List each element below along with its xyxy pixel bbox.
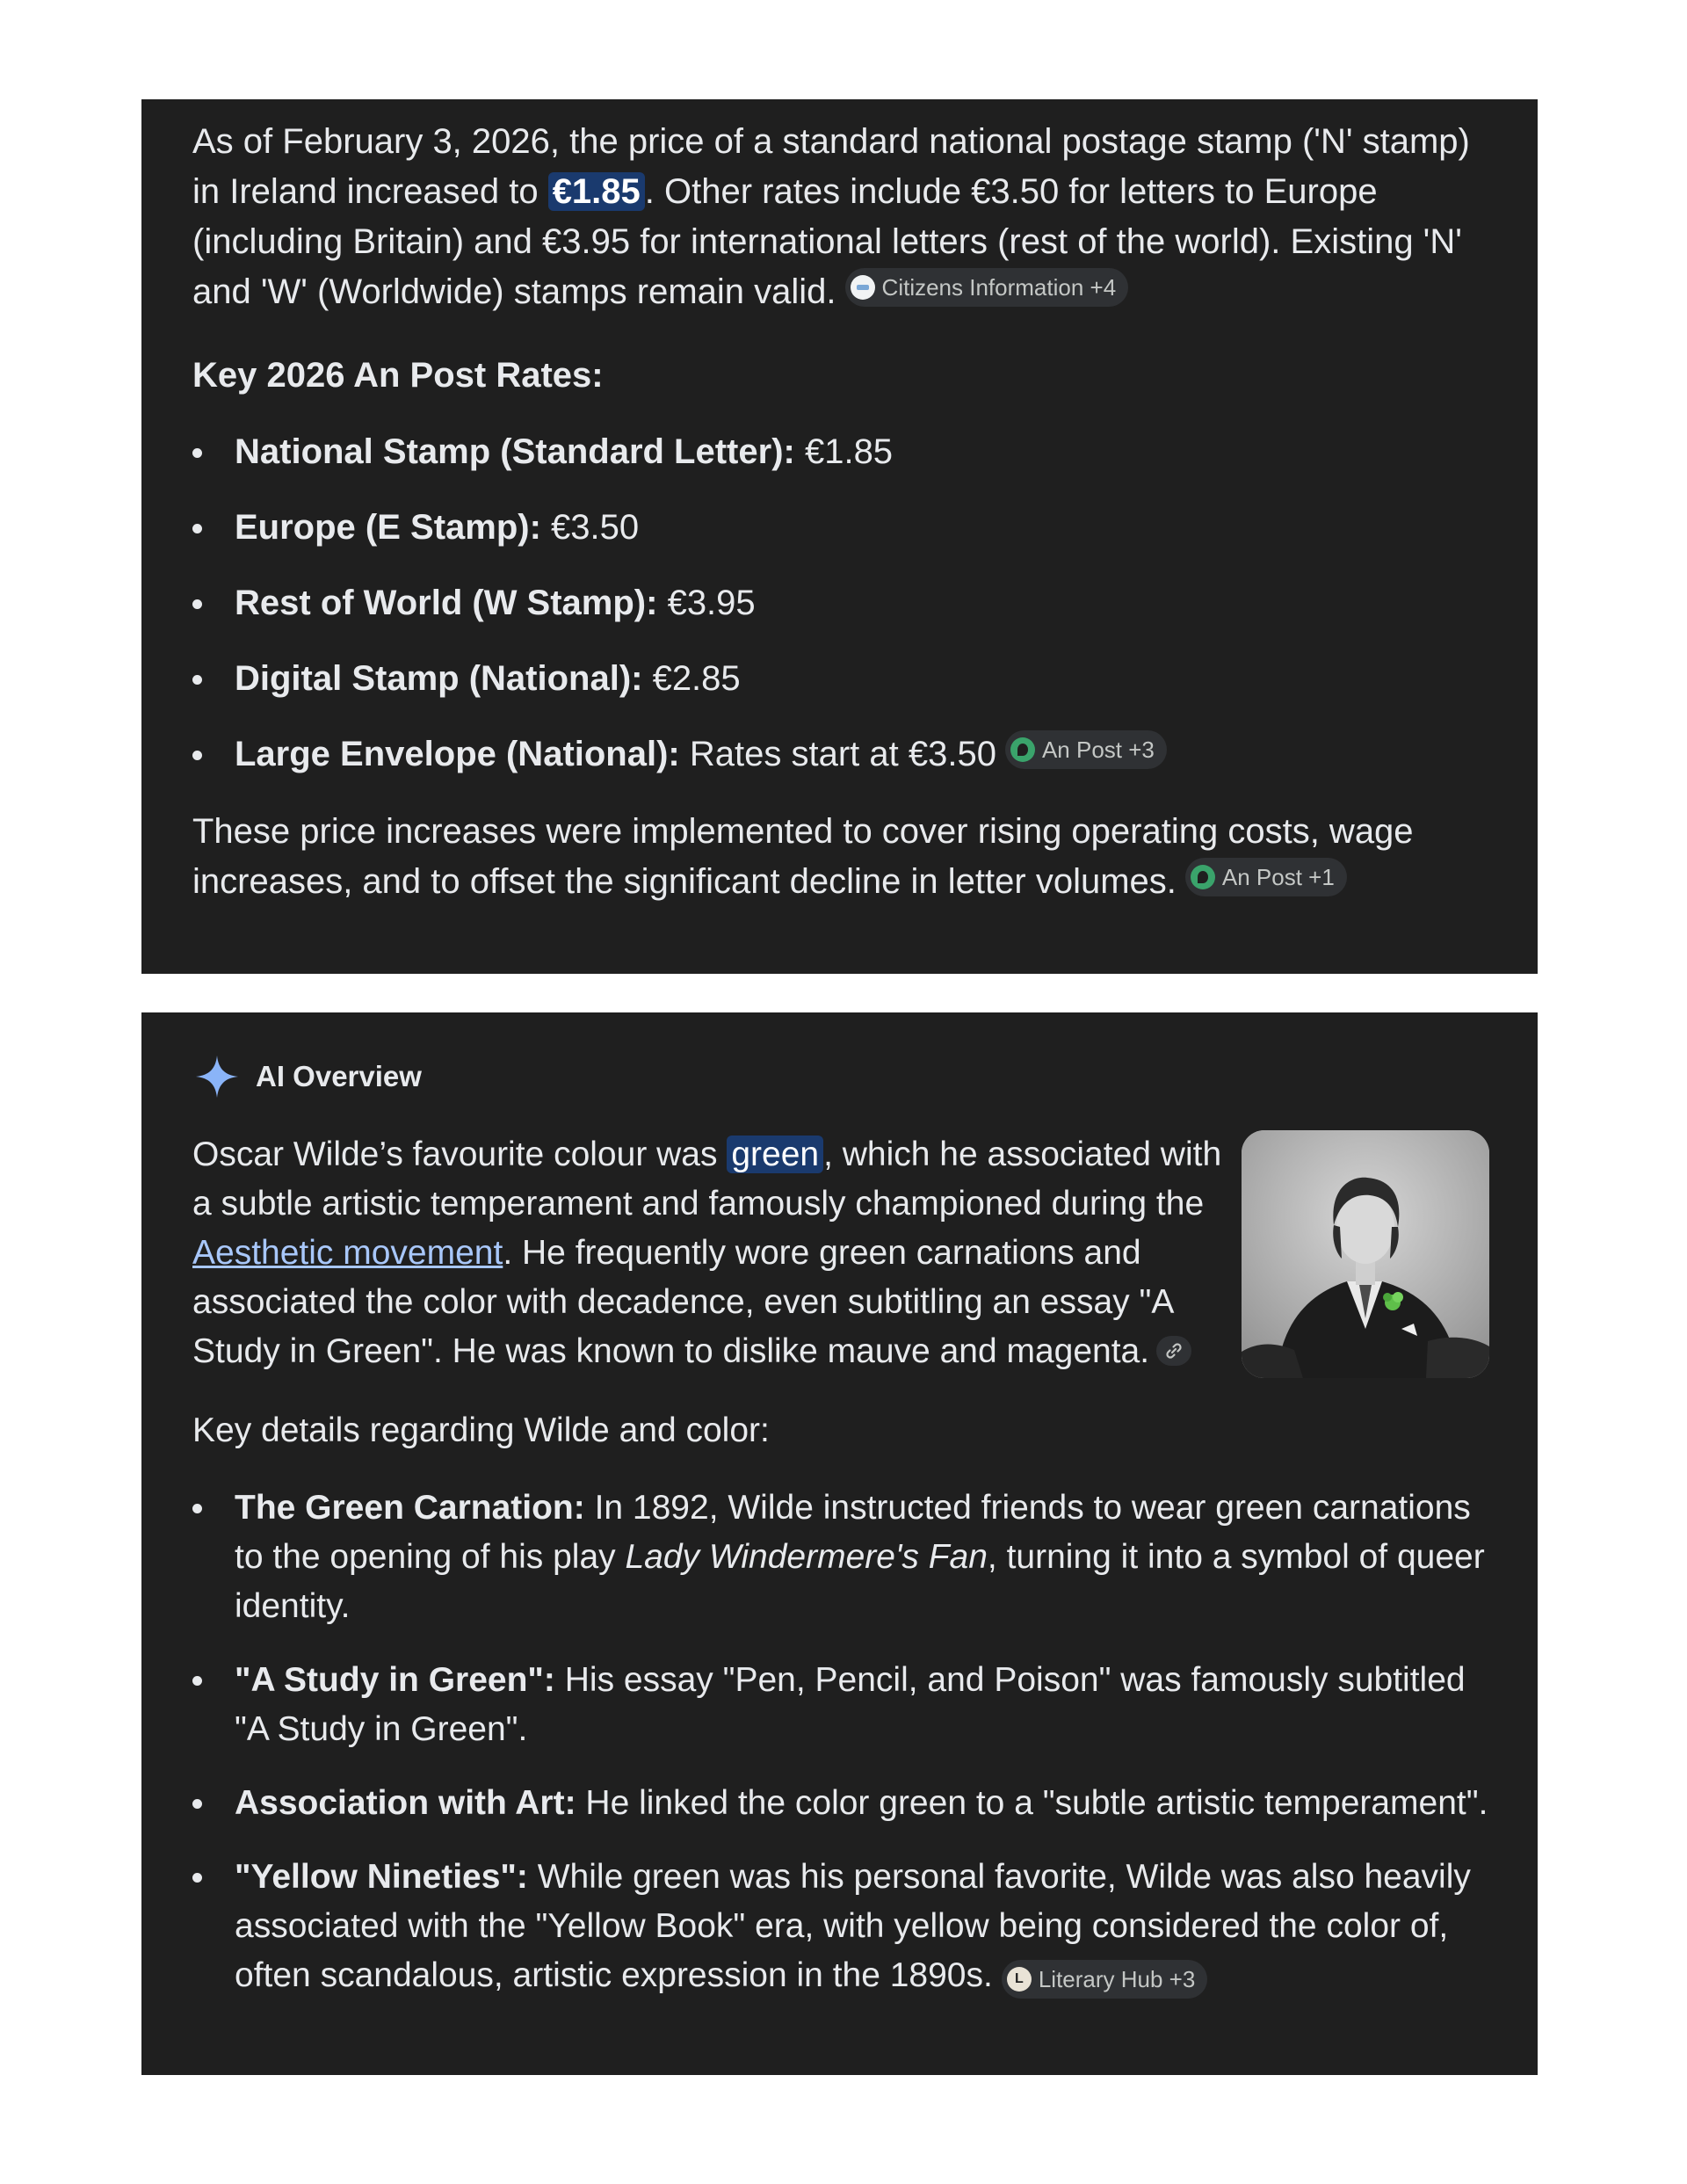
postage-answer-panel xyxy=(141,99,1538,974)
item-label: The Green Carnation: xyxy=(235,1489,585,1527)
item-text: He linked the color green to a "subtle artistic temperament". xyxy=(576,1784,1488,1822)
item-label: "Yellow Nineties": xyxy=(235,1858,528,1896)
postage-closing-text: These price increases were implemented to cover rising operating costs, wage increases, and to offset the significant decline in letter volumes. xyxy=(192,812,1414,901)
an-post-favicon-icon xyxy=(1010,737,1035,762)
list-item xyxy=(192,503,1485,553)
list-item xyxy=(192,1779,1489,1828)
ai-overview-header xyxy=(192,1052,1489,1101)
source-chip-label: An Post +1 xyxy=(1221,864,1335,890)
list-item xyxy=(192,729,1485,780)
item-text: While green was his personal favorite, Wilde was also heavily associated with the "Yellow Book" era, with yellow being considered the color of, often scandalous, artistic expression in the 1890s. xyxy=(235,1858,1471,1994)
bullet-icon xyxy=(192,1799,202,1809)
item-text: His essay "Pen, Pencil, and Poison" was famously subtitled "A Study in Green". xyxy=(235,1661,1466,1748)
list-item xyxy=(192,427,1485,477)
source-chip-label: An Post +3 xyxy=(1041,736,1155,763)
bullet-icon xyxy=(192,524,202,533)
rate-value: €3.50 xyxy=(540,508,640,547)
wilde-details-list xyxy=(192,1484,1489,2000)
rate-label: Europe (E Stamp): xyxy=(235,508,541,547)
an-post-favicon-icon xyxy=(1191,865,1215,889)
postage-closing xyxy=(192,807,1485,907)
list-item xyxy=(192,654,1485,704)
bullet-icon xyxy=(192,1676,202,1686)
rate-value: Rates start at €3.50 xyxy=(679,735,996,773)
bullet-icon xyxy=(192,599,202,609)
ai-sparkle-icon xyxy=(194,1054,240,1099)
citizens-information-favicon-icon xyxy=(851,275,875,300)
bullet-icon xyxy=(192,1504,202,1513)
rate-label: Rest of World (W Stamp): xyxy=(235,584,658,622)
list-item xyxy=(192,1853,1489,2000)
color-highlight: green xyxy=(727,1136,823,1173)
wilde-intro-row xyxy=(192,1130,1489,1378)
source-chip-literary-hub[interactable] xyxy=(1002,1960,1207,1999)
list-item xyxy=(192,578,1485,628)
portrait-image xyxy=(1242,1130,1489,1378)
ai-overview-panel xyxy=(141,1012,1538,2075)
bullet-icon xyxy=(192,675,202,685)
wilde-intro-text-rest: . He frequently wore green carnations and associated the color with decadence, even subtitling an essay "A Study in Green". He was known to dislike mauve and magenta. xyxy=(192,1234,1173,1370)
list-item xyxy=(192,1484,1489,1631)
price-highlight: €1.85 xyxy=(548,172,645,211)
source-chip-label: Literary Hub +3 xyxy=(1038,1966,1196,1992)
source-chip-an-post[interactable] xyxy=(1005,730,1167,769)
literary-hub-favicon-icon: L xyxy=(1007,1967,1032,1992)
source-chip-label: Citizens Information +4 xyxy=(881,274,1117,301)
wilde-intro-text-mid: , which he associated with a subtle artistic temperament and famously championed during the xyxy=(192,1136,1222,1223)
bullet-icon xyxy=(192,751,202,760)
rates-list xyxy=(192,427,1485,780)
wilde-intro xyxy=(192,1130,1225,1376)
postage-intro-text: As of February 3, 2026, the price of a standard national postage stamp ('N' stamp) in Ireland increased to xyxy=(192,122,1470,211)
rate-value: €1.85 xyxy=(794,432,894,471)
source-chip-citizens-information[interactable] xyxy=(845,268,1129,307)
wilde-intro-text: Oscar Wilde’s favourite colour was xyxy=(192,1136,728,1173)
play-title: Lady Windermere's Fan xyxy=(625,1538,988,1576)
source-chip-an-post[interactable] xyxy=(1185,858,1347,896)
bullet-icon xyxy=(192,448,202,458)
item-text: In 1892, Wilde instructed friends to wear green carnations to the opening of his play xyxy=(235,1489,1471,1576)
rate-value: €2.85 xyxy=(642,659,741,698)
postage-intro xyxy=(192,117,1485,317)
link-icon xyxy=(1164,1341,1184,1360)
item-text-rest: , turning it into a symbol of queer identity. xyxy=(235,1538,1485,1625)
list-item xyxy=(192,1656,1489,1754)
bullet-icon xyxy=(192,1873,202,1883)
rate-label: Large Envelope (National): xyxy=(235,735,680,773)
rate-label: National Stamp (Standard Letter): xyxy=(235,432,795,471)
rates-heading: Key 2026 An Post Rates: xyxy=(192,356,604,395)
item-label: Association with Art: xyxy=(235,1784,576,1822)
rate-label: Digital Stamp (National): xyxy=(235,659,643,698)
ai-overview-title: AI Overview xyxy=(256,1060,422,1092)
source-link-chip[interactable] xyxy=(1156,1336,1191,1366)
aesthetic-movement-link[interactable]: Aesthetic movement xyxy=(192,1234,503,1272)
postage-intro-text-rest: . Other rates include €3.50 for letters to Europe (including Britain) and €3.95 for international letters (rest of the world). Existing 'N' and 'W' (Worldwide) stamps remain valid. xyxy=(192,172,1462,311)
key-details-heading: Key details regarding Wilde and color: xyxy=(192,1411,770,1449)
item-label: "A Study in Green": xyxy=(235,1661,555,1699)
rate-value: €3.95 xyxy=(657,584,756,622)
oscar-wilde-portrait[interactable] xyxy=(1242,1130,1489,1378)
